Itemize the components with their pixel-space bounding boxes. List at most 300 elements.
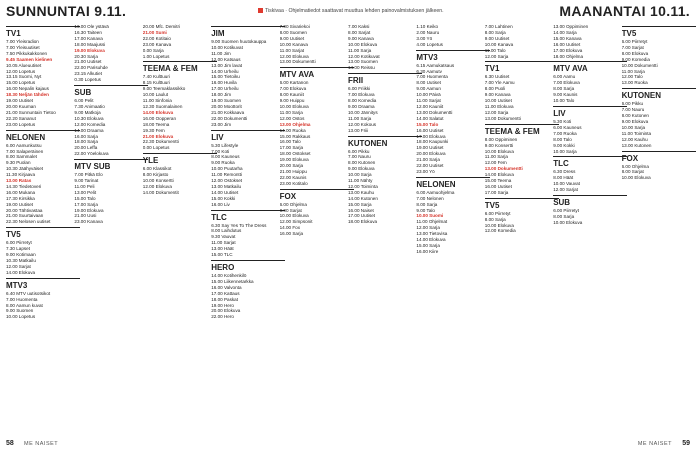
program-listing: 12.00 Ostos <box>279 115 305 121</box>
program-listing: 9.00 Teemaklassikko <box>142 86 186 92</box>
program-listing: 11.00 Jim <box>211 50 231 56</box>
channel-heading: MTV3 <box>416 50 490 63</box>
program-listing: 12.00 Katsaus <box>211 56 241 62</box>
program-listing: 16.30 Taiteen <box>74 29 102 35</box>
program-listing: 9.30 Vauvat <box>211 234 236 240</box>
program-listing: 16.00 Liv <box>211 201 230 207</box>
program-listing: 10.00 Elokuva <box>348 41 378 47</box>
program-listing: 12.00 Sarjat <box>6 263 31 269</box>
program-listing: 6.00 Friikki <box>348 86 371 92</box>
program-listing: 14.00 Sarja <box>553 29 577 35</box>
program-listing: 6.00 Kauneus <box>553 124 582 130</box>
program-listing: 8.00 Sarjat <box>348 29 371 35</box>
program-listing: 19.30 Fem <box>142 127 165 133</box>
program-listing: 6.30 Dress <box>553 169 576 175</box>
listing-column <box>622 24 696 436</box>
channel-heading: MTV SUB <box>74 159 148 172</box>
program-listing: 8.15 Kulttuuri <box>142 80 170 86</box>
program-listing: 9.00 Suomen huutokauppa <box>211 39 267 44</box>
program-listing: 1.00 Lopetus <box>142 53 170 59</box>
program-listing: 12.00 Lopetus <box>6 68 36 74</box>
program-listing: 12.00 Elokuva <box>142 183 172 189</box>
program-listing: 14.00 Kutonen <box>348 195 378 201</box>
program-listing: 21.00 Kokkaava <box>211 109 245 115</box>
program-listing: 12.00 Elokuva <box>279 53 309 59</box>
program-listing: 19.00 Elokuva <box>279 157 309 163</box>
program-listing: 12.30 Suomalainen <box>142 103 183 109</box>
channel-heading: FOX <box>280 189 354 202</box>
program-listing: 11.00 Sarja <box>348 115 372 121</box>
program-listing: 7.30 Animaatio <box>74 103 105 109</box>
program-listing: 14.00 Dokumentit <box>142 189 179 195</box>
program-listing: 10.00 Uutiset <box>484 98 512 104</box>
program-listing: 16.00 Naiset <box>348 207 374 213</box>
program-listing: 22.00 Parisuhde <box>74 65 108 71</box>
program-listing: 13.00 Tietovisa <box>416 231 448 237</box>
program-listing: 12.00 Kauniit <box>416 103 444 109</box>
channel-heading: TV5 <box>485 198 559 211</box>
program-listing: 15.00 Liikennetarkka <box>211 278 254 284</box>
channel-heading: NELONEN <box>6 130 80 143</box>
listing-columns <box>6 24 690 436</box>
program-listing: 8.00 Komedia <box>348 98 377 104</box>
program-listing: 18.00 Ostokset <box>279 151 311 157</box>
program-listing: 14.00 Fox <box>279 225 301 231</box>
program-listing: 15.00 Lopetus <box>6 80 36 86</box>
program-listing: 22.00 Dokumentti <box>211 115 248 121</box>
program-listing: 14.00 Salatut <box>416 115 444 121</box>
program-listing: 7.00 Ruoka <box>553 130 577 136</box>
program-listing: 7.00 Yleisradion <box>6 39 39 44</box>
program-listing: 11.00 Toiminta <box>621 130 652 136</box>
program-listing: 7.00 Sivariekoi <box>279 24 310 29</box>
program-listing: 9.00 Kanava <box>348 35 374 41</box>
program-listing: 1.10 Keiko <box>416 24 439 29</box>
publication-name-left: ME NAISET <box>24 441 59 447</box>
channel-heading: KUTONEN <box>622 88 696 101</box>
program-listing: 8.00 Uutiset <box>416 80 441 86</box>
program-listing: 8.00 Sarja <box>553 86 575 92</box>
program-listing: 20.00 Kuuman <box>6 103 36 109</box>
channel-heading: SUB <box>74 85 148 98</box>
listing-column <box>416 24 490 436</box>
program-listing: 12.00 Sarja <box>416 225 440 231</box>
program-listing: 14.30 Tiedetoveri <box>6 183 42 189</box>
channel-heading: TV1 <box>485 61 559 74</box>
program-listing: 10.00 Sarja <box>348 172 372 178</box>
program-listing: 20.00 Elokuva <box>211 308 241 314</box>
program-listing: 19.00 Suomen <box>211 98 242 104</box>
program-listing: 13.00 Dokumentti <box>484 166 523 172</box>
program-listing: 8.00 Sarjat <box>621 169 644 175</box>
program-listing: 14.00 Kotihenkilö <box>211 273 247 278</box>
program-listing: 15.00 Kokki <box>211 195 236 201</box>
program-listing: 22.30 Nelosen uutiset <box>6 219 51 225</box>
program-listing: 10.00 Suomi <box>416 213 444 219</box>
program-listing: 9.00 Uutiset <box>279 35 305 41</box>
program-listing: 12.00 Komedia <box>484 228 516 234</box>
channel-heading: KUTONEN <box>348 136 422 149</box>
program-listing: 6.30 Say Yes To The Dress <box>211 222 267 228</box>
program-listing: 18.00 Jim <box>211 92 232 98</box>
program-listing: 7.00 Huomenta <box>416 74 448 80</box>
channel-heading: MTV AVA <box>280 67 354 80</box>
program-listing: 8.00 Aamun kuvat <box>6 302 43 308</box>
listing-column <box>280 24 354 436</box>
program-listing: 14.00 Draama <box>74 127 104 133</box>
program-listing: 10.05 Alueuutiset <box>6 62 42 68</box>
program-listing: 3.00 Yö <box>416 35 433 41</box>
program-listing: 12.00 Kauhu <box>621 136 648 142</box>
channel-heading: HERO <box>211 260 285 273</box>
program-listing: 11.00 Sarja <box>348 47 372 53</box>
program-listing: 15.00 Talo <box>74 195 96 201</box>
program-listing: 13.00 Jim lavat <box>211 62 243 68</box>
program-listing: 12.00 Komedia <box>74 121 106 127</box>
program-listing: 18.00 Ohjelma <box>553 53 584 59</box>
program-listing: 6.00 Aamunkutsu <box>6 142 42 148</box>
program-listing: 15.00 Sarja <box>348 201 372 207</box>
program-listing: 0.00 Sarja <box>142 47 164 53</box>
program-listing: 10.00 Dokumentti <box>621 62 658 68</box>
program-listing: 8.00 Sarja <box>416 201 438 207</box>
program-listing: 19.00 Uutiset <box>6 201 34 207</box>
program-listing: 7.00 Yleisuutiset <box>6 44 40 50</box>
program-listing: 12.00 Sarjat <box>553 187 578 193</box>
program-listing: 8.00 Sarjat <box>279 207 302 213</box>
channel-heading: FRII <box>348 73 422 86</box>
program-listing: 11.00 Sarja <box>279 109 303 115</box>
program-listing: 10.00 Sarja <box>621 124 646 130</box>
program-listing: 14.00 Elokuva <box>484 172 514 178</box>
program-listing: 23.15 Alkutiet <box>74 71 102 77</box>
page-header <box>0 0 696 24</box>
program-listing: 5.30 Koti <box>553 118 572 124</box>
program-listing: 8.00 Sammalet <box>6 154 37 160</box>
program-listing: 13.00 Ratas <box>6 178 32 184</box>
program-listing: 12.00 Sarja <box>484 109 509 115</box>
program-listing: 22.00 Yöelokuva <box>74 151 109 157</box>
program-listing: 8.00 Kutonen <box>621 113 649 119</box>
program-listing: 20.00 Sarja <box>279 163 304 169</box>
program-listing: 9.00 Draama <box>348 103 375 109</box>
program-listing: 22.00 Hero <box>211 314 234 320</box>
program-listing: 21.00 Elokuva <box>142 133 174 139</box>
program-listing: 17.00 Sarja <box>279 145 304 151</box>
program-listing: 18.00 Kaupunki <box>416 139 449 145</box>
program-listing: 22.20 Sananut <box>6 115 36 121</box>
listing-column <box>553 24 627 436</box>
program-listing: 8.00 Kauneus <box>211 154 240 160</box>
program-listing: 20.00 Elokuva <box>416 151 446 157</box>
program-listing: 16.00 Ole ystävä <box>74 24 109 29</box>
program-listing: 13.00 Ruoka <box>621 80 648 86</box>
program-listing: 14.00 Ruoka <box>279 127 306 133</box>
program-listing: 11.00 Remontti <box>211 172 242 178</box>
program-listing: 16.00 Kiire <box>416 248 439 254</box>
channel-heading: TV5 <box>6 227 80 240</box>
program-listing: 23.00 Yö <box>416 168 435 174</box>
program-listing: 10.00 Elokuva <box>621 175 651 181</box>
program-listing: 6.00 Piirretyt <box>553 208 579 214</box>
program-listing: 13.00 Kauhu <box>348 189 375 195</box>
program-listing: 7.40 Kulttuuri <box>142 74 170 80</box>
program-listing: 16.00 Sarja <box>74 133 98 139</box>
program-listing: 17.00 Sarja <box>74 201 98 207</box>
program-listing: 21.00 Sarja <box>416 157 440 163</box>
program-listing: 7.00 Nauru <box>348 154 371 160</box>
program-listing: 20.00 Leffa <box>74 145 98 151</box>
program-listing: 23.00 Jim <box>211 121 232 127</box>
channel-heading: MTV AVA <box>553 61 627 74</box>
program-listing: 8.00 Suomen <box>279 29 307 35</box>
program-listing: 7.00 Nelonen <box>416 195 444 201</box>
program-listing: 12.00 Kotikuvat <box>348 53 380 59</box>
program-listing: 16.00 Valvonta <box>211 284 242 290</box>
program-listing: 12.00 Ostokset <box>211 178 243 184</box>
program-listing: 6.00 Aamu <box>553 74 576 80</box>
program-listing: 9.00 Kaunis <box>553 92 578 98</box>
program-listing: 22.00 Kotitaio <box>142 35 171 41</box>
program-listing: 9.00 Talo <box>416 207 435 213</box>
page-footer <box>0 436 696 450</box>
program-listing: 15.00 TLC <box>211 252 233 258</box>
program-listing: 8.00 Kauniit <box>279 92 304 98</box>
program-listing: 9.00 Suomen <box>6 308 34 314</box>
program-listing: 8.00 Sarja <box>484 216 506 222</box>
program-listing: 14.00 Uutiset <box>211 189 239 195</box>
program-listing: 7.00 Sarjat <box>621 44 644 50</box>
program-listing: 13.00 Dokumentti <box>484 115 521 121</box>
program-listing: 12.00 Kokous <box>348 121 377 127</box>
program-listing: 11.00 Sarjat <box>416 98 441 104</box>
program-listing: 17.00 Uutiset <box>348 213 376 219</box>
program-listing: 18.00 Sarja <box>74 139 98 145</box>
program-listing: 8.00 Sarja <box>484 29 506 35</box>
program-listing: 21.00 Sumi <box>142 29 167 35</box>
listing-column <box>348 24 422 436</box>
program-listing: 6.00 Ohjelma <box>279 201 307 207</box>
program-listing: 15.00 Kanava <box>553 35 582 41</box>
program-listing: 6.30 Aamutv <box>416 68 442 74</box>
channel-heading: FOX <box>622 151 696 164</box>
program-listing: 7.00 Kaksi <box>348 24 370 29</box>
program-listing: 9.00 Elokuva <box>348 166 375 172</box>
program-listing: 10.30 Elokuva <box>74 115 104 121</box>
program-listing: 7.00 Yle Aamu <box>484 80 515 86</box>
program-listing: 22.30 Dokumentti <box>142 139 179 145</box>
program-listing: 20.00 Tähtivastaa <box>6 207 43 213</box>
program-listing: 6.40 MTV uutisotsikot <box>6 290 51 296</box>
day-title-left: SUNNUNTAI 9.11. <box>6 3 127 19</box>
program-listing: 9.00 Kotimaan <box>6 252 36 258</box>
program-listing: 7.00 Elokuva <box>348 92 375 98</box>
program-listing: 13.00 Matkailu <box>211 183 242 189</box>
listing-column <box>74 24 148 436</box>
program-listing: 10.00 Elokuva <box>279 103 309 109</box>
legend-text: Tiskivaa · Ohjelmatiedot saattavat muuttua lehden painovalmistuksen jälkeen. <box>265 8 444 14</box>
program-listing: 17.00 Elokuva <box>553 47 583 53</box>
program-listing: 13.00 Friii <box>348 127 369 133</box>
program-listing: 10.00 Puutarha <box>211 166 243 172</box>
program-listing: 11.30 Kirjaava <box>6 172 36 178</box>
program-listing: 9.00 Huippu <box>279 98 305 104</box>
program-listing: 9.00 Aamun <box>416 86 441 92</box>
program-listing: 16.00 Nepalin kajaus <box>6 86 49 92</box>
program-listing: 12.00 Toiminta <box>348 183 378 189</box>
program-listing: 8.00 Elokuva <box>621 50 649 56</box>
program-listing: 6.00 Piirretyt <box>621 39 648 44</box>
program-listing: 23.00 Kanava <box>74 219 103 225</box>
program-listing: 13.00 Dokumentti <box>416 109 453 115</box>
program-listing: 7.50 Pikkukakkonen <box>6 50 48 56</box>
program-listing: 10.00 Kanava <box>279 41 308 47</box>
listing-column <box>143 24 217 436</box>
program-listing: 6.15 Aamukatsaus <box>416 62 455 68</box>
program-listing: 9.00 Ruoka <box>211 160 235 166</box>
program-listing: 16.00 Huvila <box>211 80 237 86</box>
program-listing: 23.00 Kotitalo <box>279 180 308 186</box>
program-listing: 21.00 Sunnuntain Tietoo <box>6 109 56 115</box>
program-listing: 23.00 Lopetus <box>6 121 36 127</box>
program-listing: 10.30 Matkailu <box>6 258 36 263</box>
channel-heading: SUB <box>553 195 627 208</box>
program-listing: 13.00 Suomen <box>348 59 378 65</box>
program-listing: 7.30 Lapset <box>6 246 31 252</box>
channel-heading: TLC <box>553 156 627 169</box>
program-listing: 9.00 Kokki <box>553 142 575 148</box>
channel-heading: LIV <box>553 106 627 119</box>
program-listing: 6.00 Kartanon <box>279 80 309 86</box>
channel-heading: NELONEN <box>416 177 490 190</box>
program-listing: 9.00 Kanava <box>484 92 511 98</box>
program-listing: 8.00 Laihdutus <box>211 228 242 234</box>
program-listing: 6.00 Pikku <box>348 148 370 154</box>
program-listing: 19.00 Uutiset <box>6 98 34 104</box>
program-listing: 21.00 Uusi <box>74 213 97 219</box>
program-listing: 15.00 Sarja <box>416 243 440 248</box>
program-listing: 10.00 Sarja <box>553 148 577 154</box>
program-listing: 20.30 Sarja <box>74 53 98 59</box>
program-listing: 11.00 Talo <box>484 47 506 53</box>
program-listing: 23.00 Kanava <box>142 41 172 47</box>
listing-column <box>211 24 285 436</box>
program-listing: 10.00 Elokuva <box>484 148 514 154</box>
program-listing: 7.00 Nauru <box>621 107 645 113</box>
program-listing: 21.00 Suurtaivaan <box>6 213 44 219</box>
program-listing: 6.00 Pelit <box>74 98 94 104</box>
program-listing: 8.00 Puoli <box>484 86 506 92</box>
program-listing: 7.00 Huomenta <box>6 296 38 302</box>
program-listing: 8.00 Talo <box>553 136 572 142</box>
program-listing: 8.00 Oppiminen <box>484 136 518 142</box>
publication-name-right: ME NAISET <box>637 441 672 447</box>
program-listing: 22.00 Kaunis <box>279 174 307 180</box>
program-listing: 0.30 Lopetus <box>74 77 101 83</box>
program-listing: 14.00 Elokuva <box>142 109 174 115</box>
program-listing: 5.30 Lifestyle <box>211 142 239 148</box>
program-listing: 7.00 Koti <box>211 148 230 154</box>
program-listing: 11.00 Sarjat <box>279 47 305 53</box>
program-listing: 6.00 Aamuohjelma <box>416 189 455 195</box>
program-listing: 19.00 Elokuva <box>74 47 105 53</box>
program-listing: 10.00 Elokuva <box>279 213 309 219</box>
program-listing: 10.00 Lopetus <box>6 314 36 320</box>
program-listing: 13.00 Häät <box>211 246 234 252</box>
program-listing: 10.00 Kanava <box>484 41 514 47</box>
program-listing: 14.00 Reissu <box>348 65 375 71</box>
program-listing: 9.45 Saamen kielinen <box>6 56 53 62</box>
program-listing: 21.00 Uutiset <box>74 59 102 65</box>
day-title-right: MAANANTAI 10.11. <box>559 3 690 19</box>
program-listing: 14.00 Elokuva <box>6 269 36 275</box>
program-listing: 14.00 Urheilu <box>211 68 239 74</box>
program-listing: 10.00 Talo <box>553 98 575 104</box>
program-listing: 18.00 Paskat <box>211 296 239 302</box>
program-listing: 10.00 Elokuva <box>553 219 583 225</box>
program-listing: 4.00 Lopetus <box>416 41 443 47</box>
program-listing: 14.00 Elokuva <box>416 237 446 243</box>
program-listing: 20.00 Mfc. Demitri <box>142 24 181 29</box>
program-listing: 8.00 Sarja <box>553 213 575 219</box>
program-listing: 16.00 Sarja <box>279 231 304 237</box>
program-listing: 16.00 Talo <box>279 139 301 145</box>
program-listing: 7.00 Salaperäinen <box>6 148 44 154</box>
program-listing: 18.30 Neljän tähden <box>6 92 49 98</box>
page-number-right: 59 <box>682 440 690 447</box>
program-listing: 2.00 Nauru <box>416 29 440 35</box>
program-listing: 9.00 Elokuva <box>621 118 649 124</box>
program-listing: 11.00 Peli <box>74 183 95 189</box>
highlight-square-icon <box>258 8 263 13</box>
program-listing: 6.30 Uutiset <box>484 74 510 80</box>
program-listing: 18.00 Teema <box>142 121 170 127</box>
program-listing: 16.00 Mukana <box>6 189 36 195</box>
program-listing: 11.00 Sinfonia <box>142 98 172 104</box>
program-listing: 16.00 Uutiset <box>553 41 581 47</box>
channel-heading: JIM <box>211 26 285 39</box>
program-listing: 6.00 Klassikot <box>142 166 172 172</box>
program-listing: 6.00 Piirretyt <box>484 210 511 216</box>
program-listing: 17.00 Elokuva <box>416 133 446 139</box>
program-listing: 16.00 Uutiset <box>416 127 444 133</box>
program-listing: 17.00 Sarja <box>484 189 509 195</box>
program-listing: 8.00 Kutonen <box>348 160 376 166</box>
program-listing: 16.00 Oopperan <box>142 115 177 121</box>
program-listing: 16.00 Uutiset <box>484 183 512 189</box>
program-listing: 9.00 Tarinat <box>74 178 99 184</box>
program-listing: 6.00 Piirretyt <box>6 240 32 246</box>
program-listing: 11.00 Sarja <box>484 154 508 160</box>
channel-heading: TV1 <box>6 26 80 39</box>
program-listing: 20.00 Moottorit <box>211 103 242 109</box>
program-listing: 10.00 Kotikuvat <box>211 44 243 50</box>
program-listing: 19.00 Hero <box>211 302 234 308</box>
program-listing: 19.00 Uutiset <box>416 145 444 151</box>
program-listing: 13.15 Suomi, Nyt <box>6 74 42 80</box>
program-listing: 9.00 Matkoja <box>74 109 101 115</box>
program-listing: 9.00 Konsertti <box>484 142 514 148</box>
legend <box>258 8 444 14</box>
program-listing: 7.00 Elokuva <box>553 80 580 86</box>
channel-heading: TEEMA & FEM <box>485 124 559 137</box>
program-listing: 7.00 Lahtinen <box>484 24 513 29</box>
program-listing: 15.00 Talo <box>416 121 439 127</box>
program-listing: 12.00 Simpsonit <box>279 219 313 225</box>
listing-column <box>6 24 80 436</box>
channel-heading: MTV3 <box>6 278 80 291</box>
program-listing: 6.00 Ohjelma <box>621 163 649 169</box>
